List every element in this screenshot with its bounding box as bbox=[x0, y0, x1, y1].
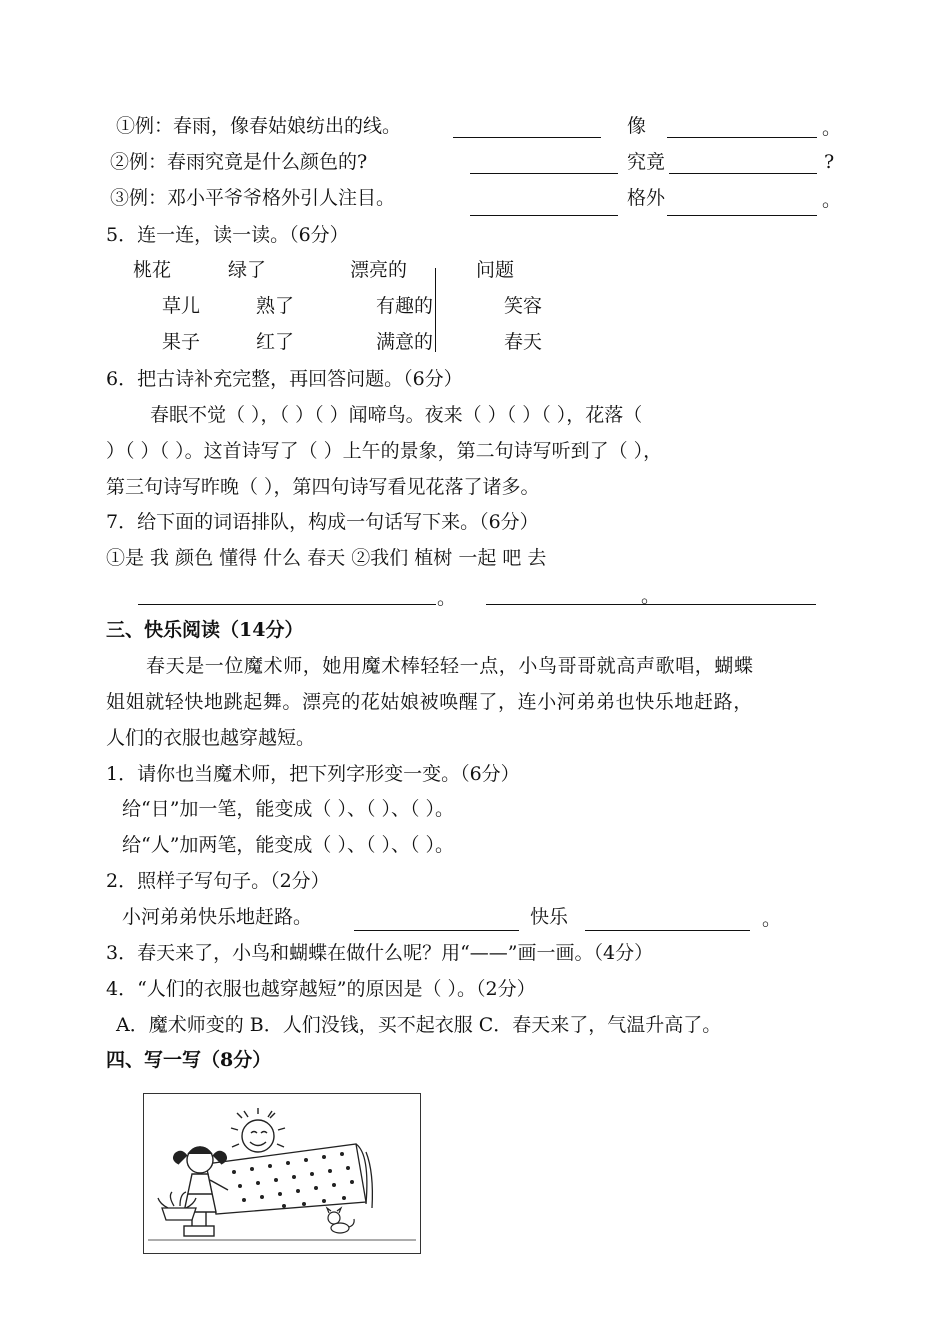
match-word[interactable]: 果子 bbox=[162, 331, 201, 353]
example-2: ②例：春雨究竟是什么颜色的? bbox=[110, 151, 368, 173]
q6-title: 6．把古诗补充完整，再回答问题。（6分） bbox=[106, 368, 463, 390]
reading-passage: 姐姐就轻快地跳起舞。漂亮的花姑娘被唤醒了，连小河弟弟也快乐地赶路， bbox=[106, 691, 753, 713]
word-list: ①是 我 颜色 懂得 什么 春天 ②我们 植树 一起 吧 去 bbox=[106, 547, 547, 569]
answer-options: A．魔术师变的 B．人们没钱，买不起衣服 C．春天来了，气温升高了。 bbox=[116, 1014, 722, 1036]
match-word[interactable]: 红了 bbox=[256, 331, 295, 353]
question: 4．“人们的衣服也越穿越短”的原因是（ ）。（2分） bbox=[106, 978, 536, 1000]
match-word[interactable]: 有趣的 bbox=[376, 295, 434, 317]
example-2-word: 究竟 bbox=[627, 151, 666, 173]
answer-blank[interactable] bbox=[470, 215, 618, 216]
match-word[interactable]: 春天 bbox=[504, 331, 543, 353]
match-word[interactable]: 问题 bbox=[476, 259, 515, 281]
dotted-curtain bbox=[206, 1144, 372, 1214]
period: 。 bbox=[822, 189, 842, 211]
reading-passage: 春天是一位魔术师，她用魔术棒轻轻一点，小鸟哥哥就高声歌唱，蝴蝶 bbox=[146, 655, 754, 677]
q7-title: 7．给下面的词语排队，构成一句话写下来。（6分） bbox=[106, 511, 539, 533]
girl-watering-flowers-illustration bbox=[144, 1094, 420, 1253]
q2-word: 快乐 bbox=[530, 906, 569, 928]
question: 1．请你也当魔术师，把下列字形变一变。（6分） bbox=[106, 763, 520, 785]
answer-blank[interactable] bbox=[453, 137, 601, 138]
answer-blank[interactable] bbox=[138, 604, 436, 605]
match-word[interactable]: 桃花 bbox=[133, 259, 172, 281]
period: 。 bbox=[437, 587, 457, 609]
example-1-word: 像 bbox=[627, 115, 647, 137]
question-mark: ? bbox=[824, 151, 835, 173]
question-item: 给“日”加一笔，能变成（ ）、（ ）、（ ）。 bbox=[122, 798, 455, 820]
period: 。 bbox=[641, 585, 661, 607]
example-sentence: 小河弟弟快乐地赶路。 bbox=[122, 906, 313, 928]
answer-blank[interactable] bbox=[669, 173, 817, 174]
match-word[interactable]: 笑容 bbox=[504, 295, 543, 317]
period: 。 bbox=[762, 908, 782, 930]
example-1: ①例：春雨，像春姑娘纺出的线。 bbox=[116, 115, 402, 137]
poem-line: 第三句诗写昨晚（ ），第四句诗写看见花落了诸多。 bbox=[106, 476, 540, 498]
divider-line bbox=[435, 268, 436, 352]
q5-title: 5．连一连，读一读。（6分） bbox=[106, 224, 349, 246]
match-word[interactable]: 绿了 bbox=[228, 259, 267, 281]
section-heading: 三、快乐阅读（14分） bbox=[106, 619, 304, 641]
match-word[interactable]: 熟了 bbox=[256, 295, 295, 317]
match-word[interactable]: 漂亮的 bbox=[350, 259, 408, 281]
reading-passage: 人们的衣服也越穿越短。 bbox=[106, 727, 316, 749]
question: 3．春天来了，小鸟和蝴蝶在做什么呢？用“——”画一画。（4分） bbox=[106, 942, 654, 964]
illustration bbox=[143, 1093, 421, 1254]
answer-blank[interactable] bbox=[667, 215, 817, 216]
section-heading: 四、写一写（8分） bbox=[106, 1049, 272, 1071]
poem-line: 春眠不觉（ ），（ ）（ ）闻啼鸟。夜来（ ）（ ）（ ），花落（ bbox=[150, 404, 643, 426]
cat-figure bbox=[327, 1208, 354, 1233]
match-word[interactable]: 满意的 bbox=[376, 331, 434, 353]
sun-icon bbox=[231, 1108, 285, 1152]
question-item: 给“人”加两笔，能变成（ ）、（ ）、（ ）。 bbox=[122, 834, 455, 856]
poem-line: ）（ ）（ ）。这首诗写了（ ）上午的景象，第二句诗写听到了（ ）， bbox=[106, 440, 663, 462]
question: 2．照样子写句子。（2分） bbox=[106, 870, 330, 892]
answer-blank[interactable] bbox=[470, 173, 618, 174]
answer-blank[interactable] bbox=[585, 930, 750, 931]
period: 。 bbox=[822, 117, 842, 139]
answer-blank[interactable] bbox=[354, 930, 519, 931]
answer-blank[interactable] bbox=[667, 137, 817, 138]
match-word[interactable]: 草儿 bbox=[162, 295, 201, 317]
example-3-word: 格外 bbox=[627, 187, 666, 209]
example-3: ③例：邓小平爷爷格外引人注目。 bbox=[110, 187, 396, 209]
